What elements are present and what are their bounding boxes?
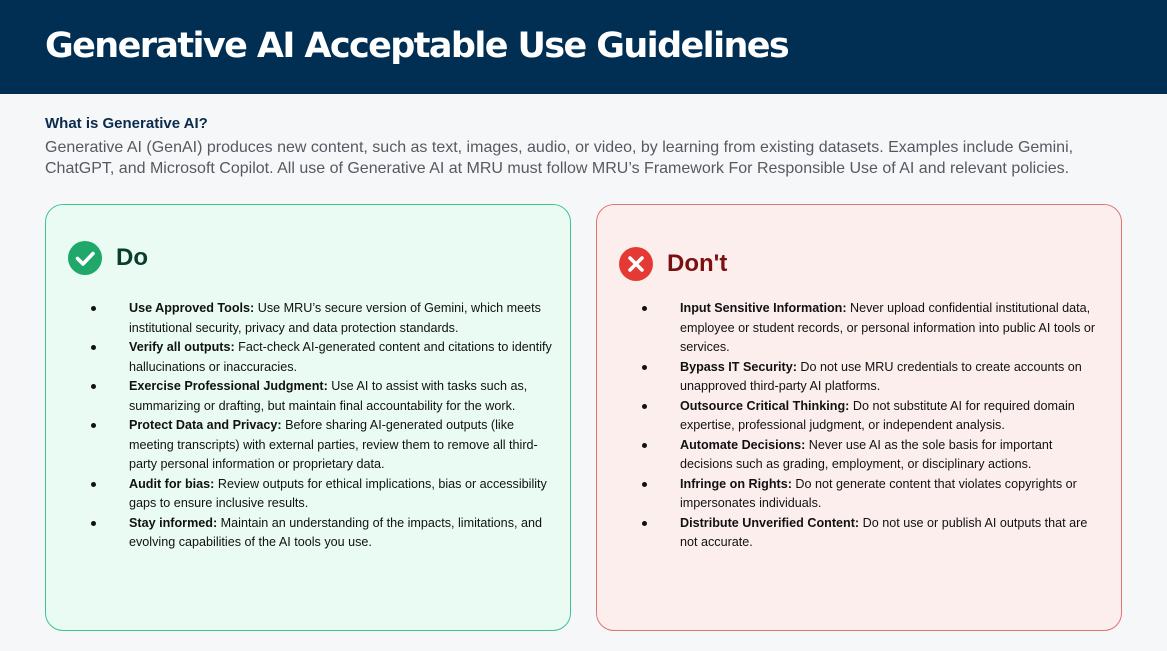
list-item [680, 436, 1105, 475]
do-card-header [68, 241, 148, 275]
list-item [129, 299, 554, 338]
bullet-icon [642, 404, 647, 409]
list-item-label: Infringe on Rights: [680, 476, 792, 491]
bullet-icon [642, 482, 647, 487]
do-card-title: Do [116, 244, 148, 271]
page-header [0, 0, 1167, 94]
bullet-icon [91, 423, 96, 428]
list-item-text: Use MRU’s secure version of Gemini, which meets institutional security, privacy and data protection standards. [129, 301, 541, 335]
list-item [129, 377, 554, 416]
list-item-label: Exercise Professional Judgment: [129, 379, 328, 393]
list-item-label: Verify all outputs: [129, 340, 235, 354]
list-item-text: Do not generate content that violates copyrights or impersonates individuals. [680, 476, 1077, 510]
list-item-label: Audit for bias: [129, 476, 215, 491]
list-item [680, 514, 1105, 553]
intro-heading: What is Generative AI? [45, 115, 208, 132]
list-item-label: Protect Data and Privacy: [129, 418, 282, 432]
dont-list [680, 299, 1105, 553]
bullet-icon [642, 306, 647, 311]
dont-card [596, 204, 1122, 631]
list-item [129, 514, 554, 553]
intro-body: Generative AI (GenAI) produces new content, such as text, images, audio, or video, by learning from existing datasets. Examples include Gemini, ChatGPT, and Microsoft Copilot. All use of Generative AI at MRU must follow MRU’s Framework For Responsible Use of AI and relevant policies. [45, 139, 1074, 177]
list-item-text: Do not substitute AI for required domain expertise, professional judgment, or independent analysis. [680, 398, 1075, 432]
list-item-text: Never upload confidential institutional data, employee or student records, or personal information into public AI tools or services. [680, 301, 1096, 354]
list-item-text: Before sharing AI-generated outputs (like meeting transcripts) with external parties, review them to remove all third-party personal information or proprietary data. [129, 418, 538, 471]
list-item-text: Use AI to assist with tasks such as, summarizing or drafting, but maintain final accountability for the work. [129, 379, 528, 413]
list-item-label: Stay informed: [129, 515, 218, 530]
list-item-text: Never use AI as the sole basis for important decisions such as grading, employment, or disciplinary actions. [680, 437, 1053, 471]
list-item-label: Use Approved Tools: [129, 301, 255, 315]
list-item-label: Automate Decisions: [680, 437, 806, 452]
check-circle-icon [68, 241, 102, 275]
list-item [129, 475, 554, 514]
list-item [129, 416, 554, 475]
list-item-text: Review outputs for ethical implications, bias or accessibility gaps to ensure inclusive results. [129, 476, 547, 510]
list-item [680, 397, 1105, 436]
list-item-label: Distribute Unverified Content: [680, 515, 860, 530]
list-item-text: Fact-check AI-generated content and citations to identify hallucinations or inaccuracies. [129, 340, 552, 374]
bullet-icon [91, 306, 96, 311]
dont-card-header [619, 247, 727, 281]
bullet-icon [91, 384, 96, 389]
page-title: Generative AI Acceptable Use Guidelines [45, 26, 789, 66]
list-item-text: Do not use MRU credentials to create accounts on unapproved third-party AI platforms. [680, 359, 1082, 393]
bullet-icon [642, 365, 647, 370]
intro-section [45, 114, 1145, 179]
list-item-text: Maintain an understanding of the impacts, limitations, and evolving capabilities of the AI tools you use. [129, 515, 542, 549]
list-item [680, 358, 1105, 397]
dont-card-title: Don't [667, 250, 728, 277]
list-item [680, 475, 1105, 514]
bullet-icon [642, 443, 647, 448]
list-item [129, 338, 554, 377]
do-card [45, 204, 571, 631]
do-list [129, 299, 554, 553]
x-circle-icon [619, 247, 653, 281]
list-item-label: Bypass IT Security: [680, 359, 797, 374]
bullet-icon [91, 482, 96, 487]
list-item [680, 299, 1105, 358]
list-item-label: Outsource Critical Thinking: [680, 398, 850, 413]
bullet-icon [642, 521, 647, 526]
list-item-label: Input Sensitive Information: [680, 301, 847, 315]
bullet-icon [91, 521, 96, 526]
list-item-text: Do not use or publish AI outputs that are not accurate. [680, 515, 1088, 549]
bullet-icon [91, 345, 96, 350]
